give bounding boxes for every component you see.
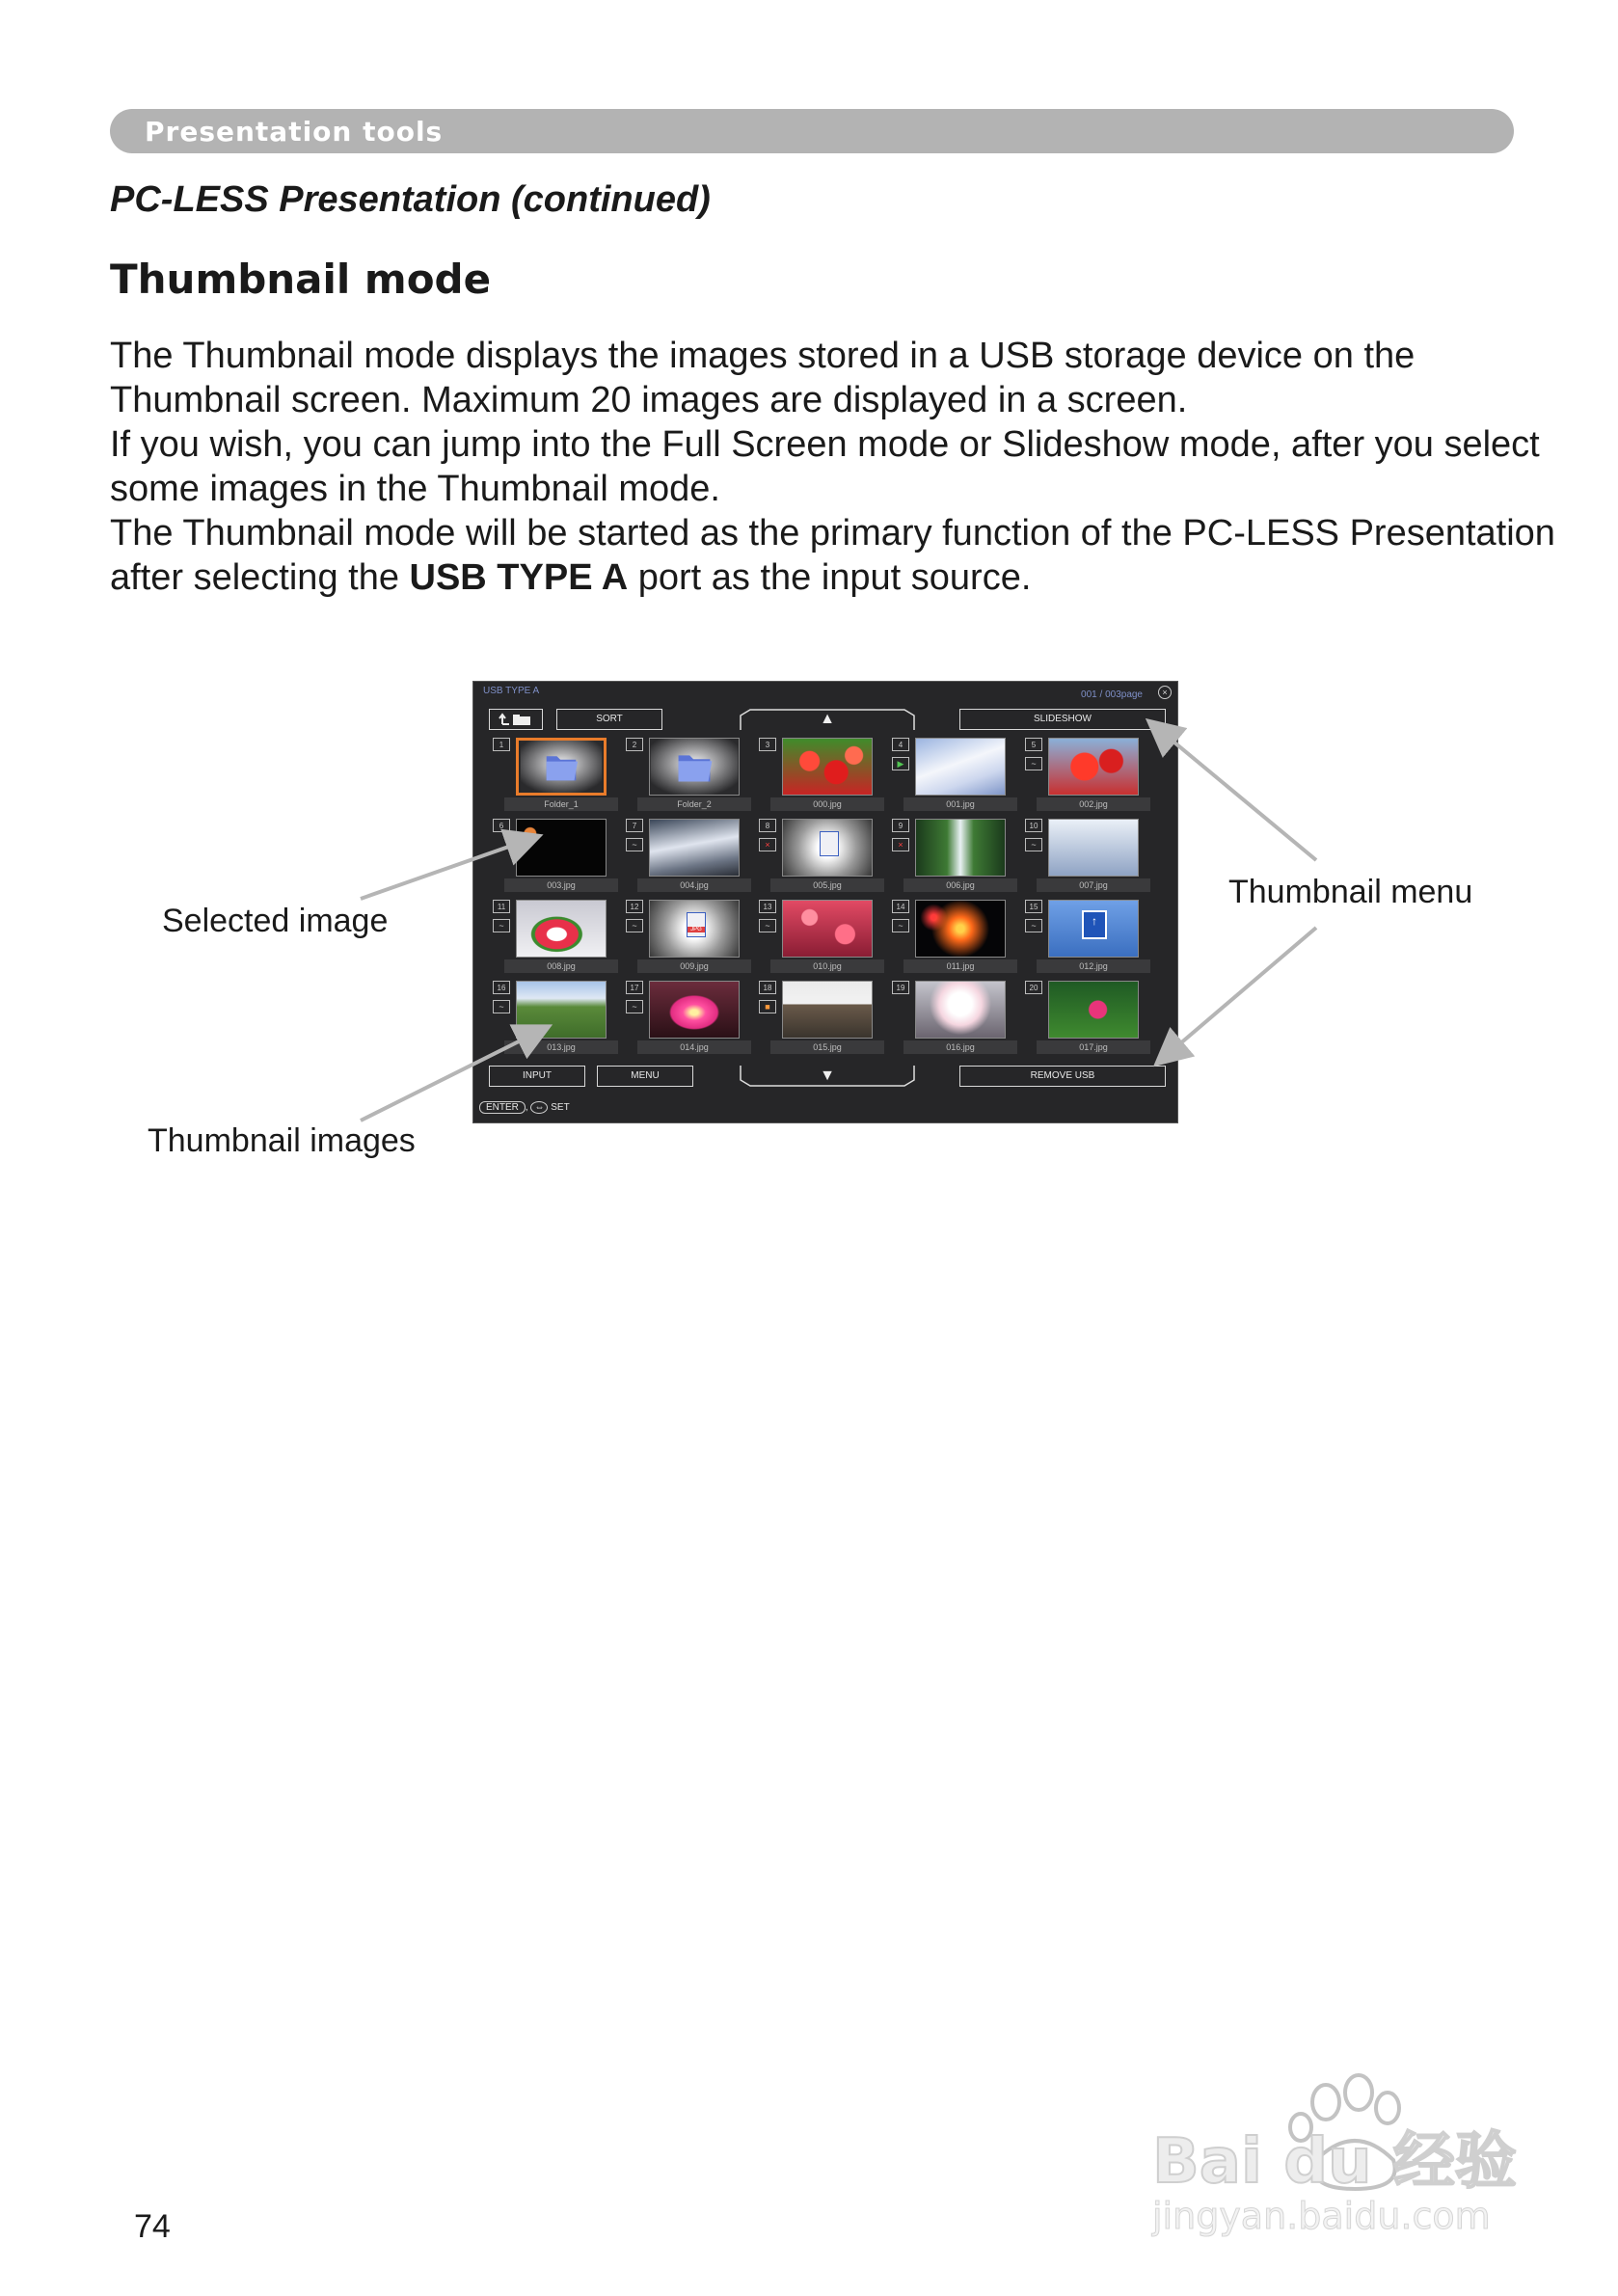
thumbnail-number: 20	[1025, 981, 1042, 994]
thumbnail-filename: 016.jpg	[903, 1040, 1017, 1054]
page-subtitle: PC-LESS Presentation (continued)	[110, 179, 711, 220]
thumbnail-images-leader	[361, 1028, 546, 1121]
paragraph-3-start: The Thumbnail mode will be started as the primary function of the PC-LESS Presentation after selecting the	[110, 513, 1555, 598]
thumbnail-number: 10	[1025, 819, 1042, 832]
paragraph-1: The Thumbnail mode displays the images stored in a USB storage device on the Thumbnail screen. Maximum 20 images are displayed in a screen.	[110, 336, 1416, 420]
arrow-down-icon: ▼	[820, 1067, 835, 1084]
thumbnail-status-icon: ~	[1025, 838, 1042, 851]
thumbnail-filename: 008.jpg	[504, 959, 618, 973]
selected-image-callout: Selected image	[162, 903, 389, 939]
screen-title: USB TYPE A	[483, 686, 540, 696]
thumbnail-filename: 000.jpg	[770, 797, 884, 811]
arrow-up-icon: ▲	[820, 711, 835, 727]
thumbnail-status-icon: ~	[626, 838, 643, 851]
input-button[interactable]: INPUT	[489, 1066, 585, 1087]
thumbnail-number: 3	[759, 738, 776, 751]
section-heading: Thumbnail mode	[110, 256, 492, 303]
thumbnail-filename: 006.jpg	[903, 878, 1017, 892]
thumbnail-number: 12	[626, 900, 643, 913]
thumbnail-status-icon: ~	[626, 919, 643, 932]
thumbnail-number: 11	[493, 900, 510, 913]
thumbnail-filename: 013.jpg	[504, 1040, 618, 1054]
page-indicator: 001 / 003page	[1081, 689, 1143, 700]
thumbnail-menu-callout: Thumbnail menu	[1228, 874, 1473, 910]
thumbnail-number: 8	[759, 819, 776, 832]
close-icon[interactable]: ×	[1158, 686, 1172, 699]
set-key-icon: ⇔	[530, 1101, 548, 1114]
thumbnail-number: 18	[759, 981, 776, 994]
thumbnail-number: 13	[759, 900, 776, 913]
thumbnail-number: 2	[626, 738, 643, 751]
paragraph-3-end: port as the input source.	[628, 557, 1032, 598]
thumbnail-status-icon: ~	[493, 919, 510, 932]
thumbnail-filename: 004.jpg	[637, 878, 751, 892]
thumbnail-status-icon: ×	[759, 838, 776, 851]
thumbnail-menu-leader-top	[1151, 723, 1316, 860]
thumbnail-status-icon: ~	[1025, 919, 1042, 932]
thumbnail-status-icon: ~	[493, 1000, 510, 1013]
thumbnail-filename: 017.jpg	[1037, 1040, 1150, 1054]
thumbnail-status-icon: ×	[892, 838, 909, 851]
thumbnail-number: 9	[892, 819, 909, 832]
thumbnail-number: 7	[626, 819, 643, 832]
key-separator: ,	[525, 1102, 528, 1113]
thumbnail-status-icon: ~	[626, 1000, 643, 1013]
set-label: SET	[551, 1102, 570, 1113]
thumbnail-status-icon: ~	[1025, 757, 1042, 770]
thumbnail-number: 14	[892, 900, 909, 913]
thumbnail-filename: 007.jpg	[1037, 878, 1150, 892]
thumbnail-filename: 009.jpg	[637, 959, 751, 973]
thumbnail-filename: 015.jpg	[770, 1040, 884, 1054]
thumbnail-status-icon: ~	[759, 919, 776, 932]
thumbnail-images-callout: Thumbnail images	[148, 1122, 416, 1159]
thumbnail-menu-leader-bottom	[1159, 928, 1316, 1062]
page-number: 74	[134, 2208, 171, 2245]
baidu-url: jingyan.baidu.com	[1152, 2195, 1491, 2237]
thumbnail-filename: 010.jpg	[770, 959, 884, 973]
thumbnail-filename: 011.jpg	[903, 959, 1017, 973]
slideshow-button[interactable]: SLIDESHOW	[959, 709, 1166, 730]
selected-image-leader	[361, 837, 536, 899]
thumbnail-filename: 001.jpg	[903, 797, 1017, 811]
thumbnail-number: 1	[493, 738, 510, 751]
sort-button[interactable]: SORT	[556, 709, 662, 730]
thumbnail-filename: Folder_1	[504, 797, 618, 811]
thumbnail-filename: 012.jpg	[1037, 959, 1150, 973]
thumbnail-status-icon: ■	[759, 1000, 776, 1013]
thumbnail-status-icon: ~	[892, 919, 909, 932]
thumbnail-number: 6	[493, 819, 510, 832]
thumbnail-filename: 002.jpg	[1037, 797, 1150, 811]
jpg-label-badge: JPG	[688, 927, 705, 932]
thumbnail-filename: 014.jpg	[637, 1040, 751, 1054]
baidu-watermark	[1152, 2054, 1538, 2252]
sign-board: ↑	[1082, 910, 1107, 939]
remove-usb-button[interactable]: REMOVE USB	[959, 1066, 1166, 1087]
thumbnail-number: 5	[1025, 738, 1042, 751]
thumbnail-number: 4	[892, 738, 909, 751]
port-name: USB TYPE A	[409, 557, 629, 598]
paragraph-2: If you wish, you can jump into the Full Screen mode or Slideshow mode, after you select some images in the Thumbnail mode.	[110, 424, 1540, 509]
thumbnail-filename: Folder_2	[637, 797, 751, 811]
thumbnail-number: 19	[892, 981, 909, 994]
baidu-brand: Bai du 经验	[1152, 2126, 1517, 2198]
thumbnail-status-icon: ▶	[892, 757, 909, 770]
thumbnail-number: 15	[1025, 900, 1042, 913]
section-bar-label: Presentation tools	[145, 116, 444, 148]
thumbnail-number: 17	[626, 981, 643, 994]
thumbnail-number: 16	[493, 981, 510, 994]
thumbnail-filename: 003.jpg	[504, 878, 618, 892]
enter-key: ENTER	[479, 1101, 526, 1114]
menu-button[interactable]: MENU	[597, 1066, 693, 1087]
thumbnail-filename: 005.jpg	[770, 878, 884, 892]
